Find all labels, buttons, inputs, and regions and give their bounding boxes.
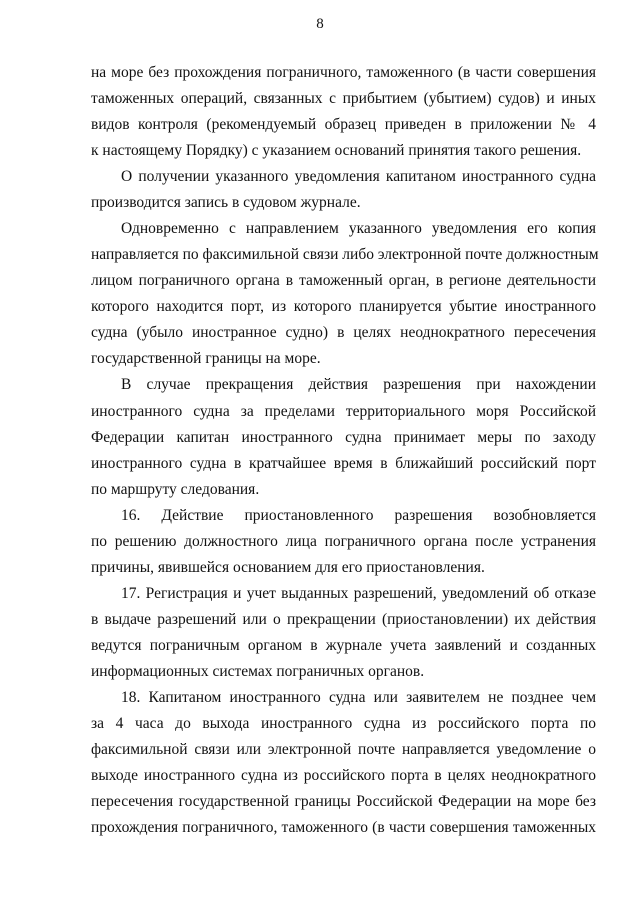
text-line: направляется по факсимильной связи либо электронной почте должностным: [91, 246, 599, 263]
text-line: по решению должностного лица пограничного органа после устранения: [91, 533, 596, 550]
text-line: судна (убыло иностранное судно) в целях неоднократного пересечения: [91, 324, 596, 341]
paragraph-first-line: В случае прекращения действия разрешения при нахождении: [121, 376, 596, 393]
paragraph-first-line: 18. Капитаном иностранного судна или заявителем не позднее чем: [121, 689, 596, 706]
text-line: причины, явившейся основанием для его приостановления.: [91, 559, 485, 576]
text-line: иностранного судна в кратчайшее время в ближайший российский порт: [91, 455, 596, 472]
paragraph-first-line: 16. Действие приостановленного разрешения возобновляется: [121, 507, 596, 524]
paragraph-first-line: О получении указанного уведомления капитаном иностранного судна: [121, 168, 596, 185]
text-line: производится запись в судовом журнале.: [91, 194, 361, 211]
text-line: ведутся пограничным органом в журнале учета заявлений и созданных: [91, 637, 596, 654]
text-line: на море без прохождения пограничного, таможенного (в части совершения: [91, 64, 596, 81]
text-line: которого находится порт, из которого планируется убытие иностранного: [91, 298, 596, 315]
paragraph-first-line: Одновременно с направлением указанного уведомления его копия: [121, 220, 596, 237]
text-line: по маршруту следования.: [91, 481, 260, 498]
text-line: лицом пограничного органа в таможенный орган, в регионе деятельности: [91, 272, 596, 289]
text-line: Федерации капитан иностранного судна принимает меры по заходу: [91, 429, 596, 446]
text-line: выходе иностранного судна из российского порта в целях неоднократного: [91, 767, 596, 784]
text-line: к настоящему Порядку) с указанием оснований принятия такого решения.: [91, 142, 582, 159]
page-number: 8: [316, 16, 324, 32]
text-line: видов контроля (рекомендуемый образец приведен в приложении № 4: [91, 116, 596, 133]
text-line: государственной границы на море.: [91, 350, 321, 367]
text-line: прохождения пограничного, таможенного (в части совершения таможенных: [91, 819, 596, 836]
text-line: пересечения государственной границы Российской Федерации на море без: [91, 793, 596, 810]
paragraph-first-line: 17. Регистрация и учет выданных разрешений, уведомлений об отказе: [121, 585, 596, 602]
text-line: информационных системах пограничных органов.: [91, 663, 425, 680]
text-line: факсимильной связи или электронной почте направляется уведомление о: [91, 741, 596, 758]
text-line: за 4 часа до выхода иностранного судна из российского порта по: [91, 715, 596, 732]
text-line: иностранного судна за пределами территориального моря Российской: [91, 403, 596, 420]
text-line: в выдаче разрешений или о прекращении (приостановлении) их действия: [91, 611, 596, 628]
text-line: таможенных операций, связанных с прибытием (убытием) судов) и иных: [91, 90, 596, 107]
